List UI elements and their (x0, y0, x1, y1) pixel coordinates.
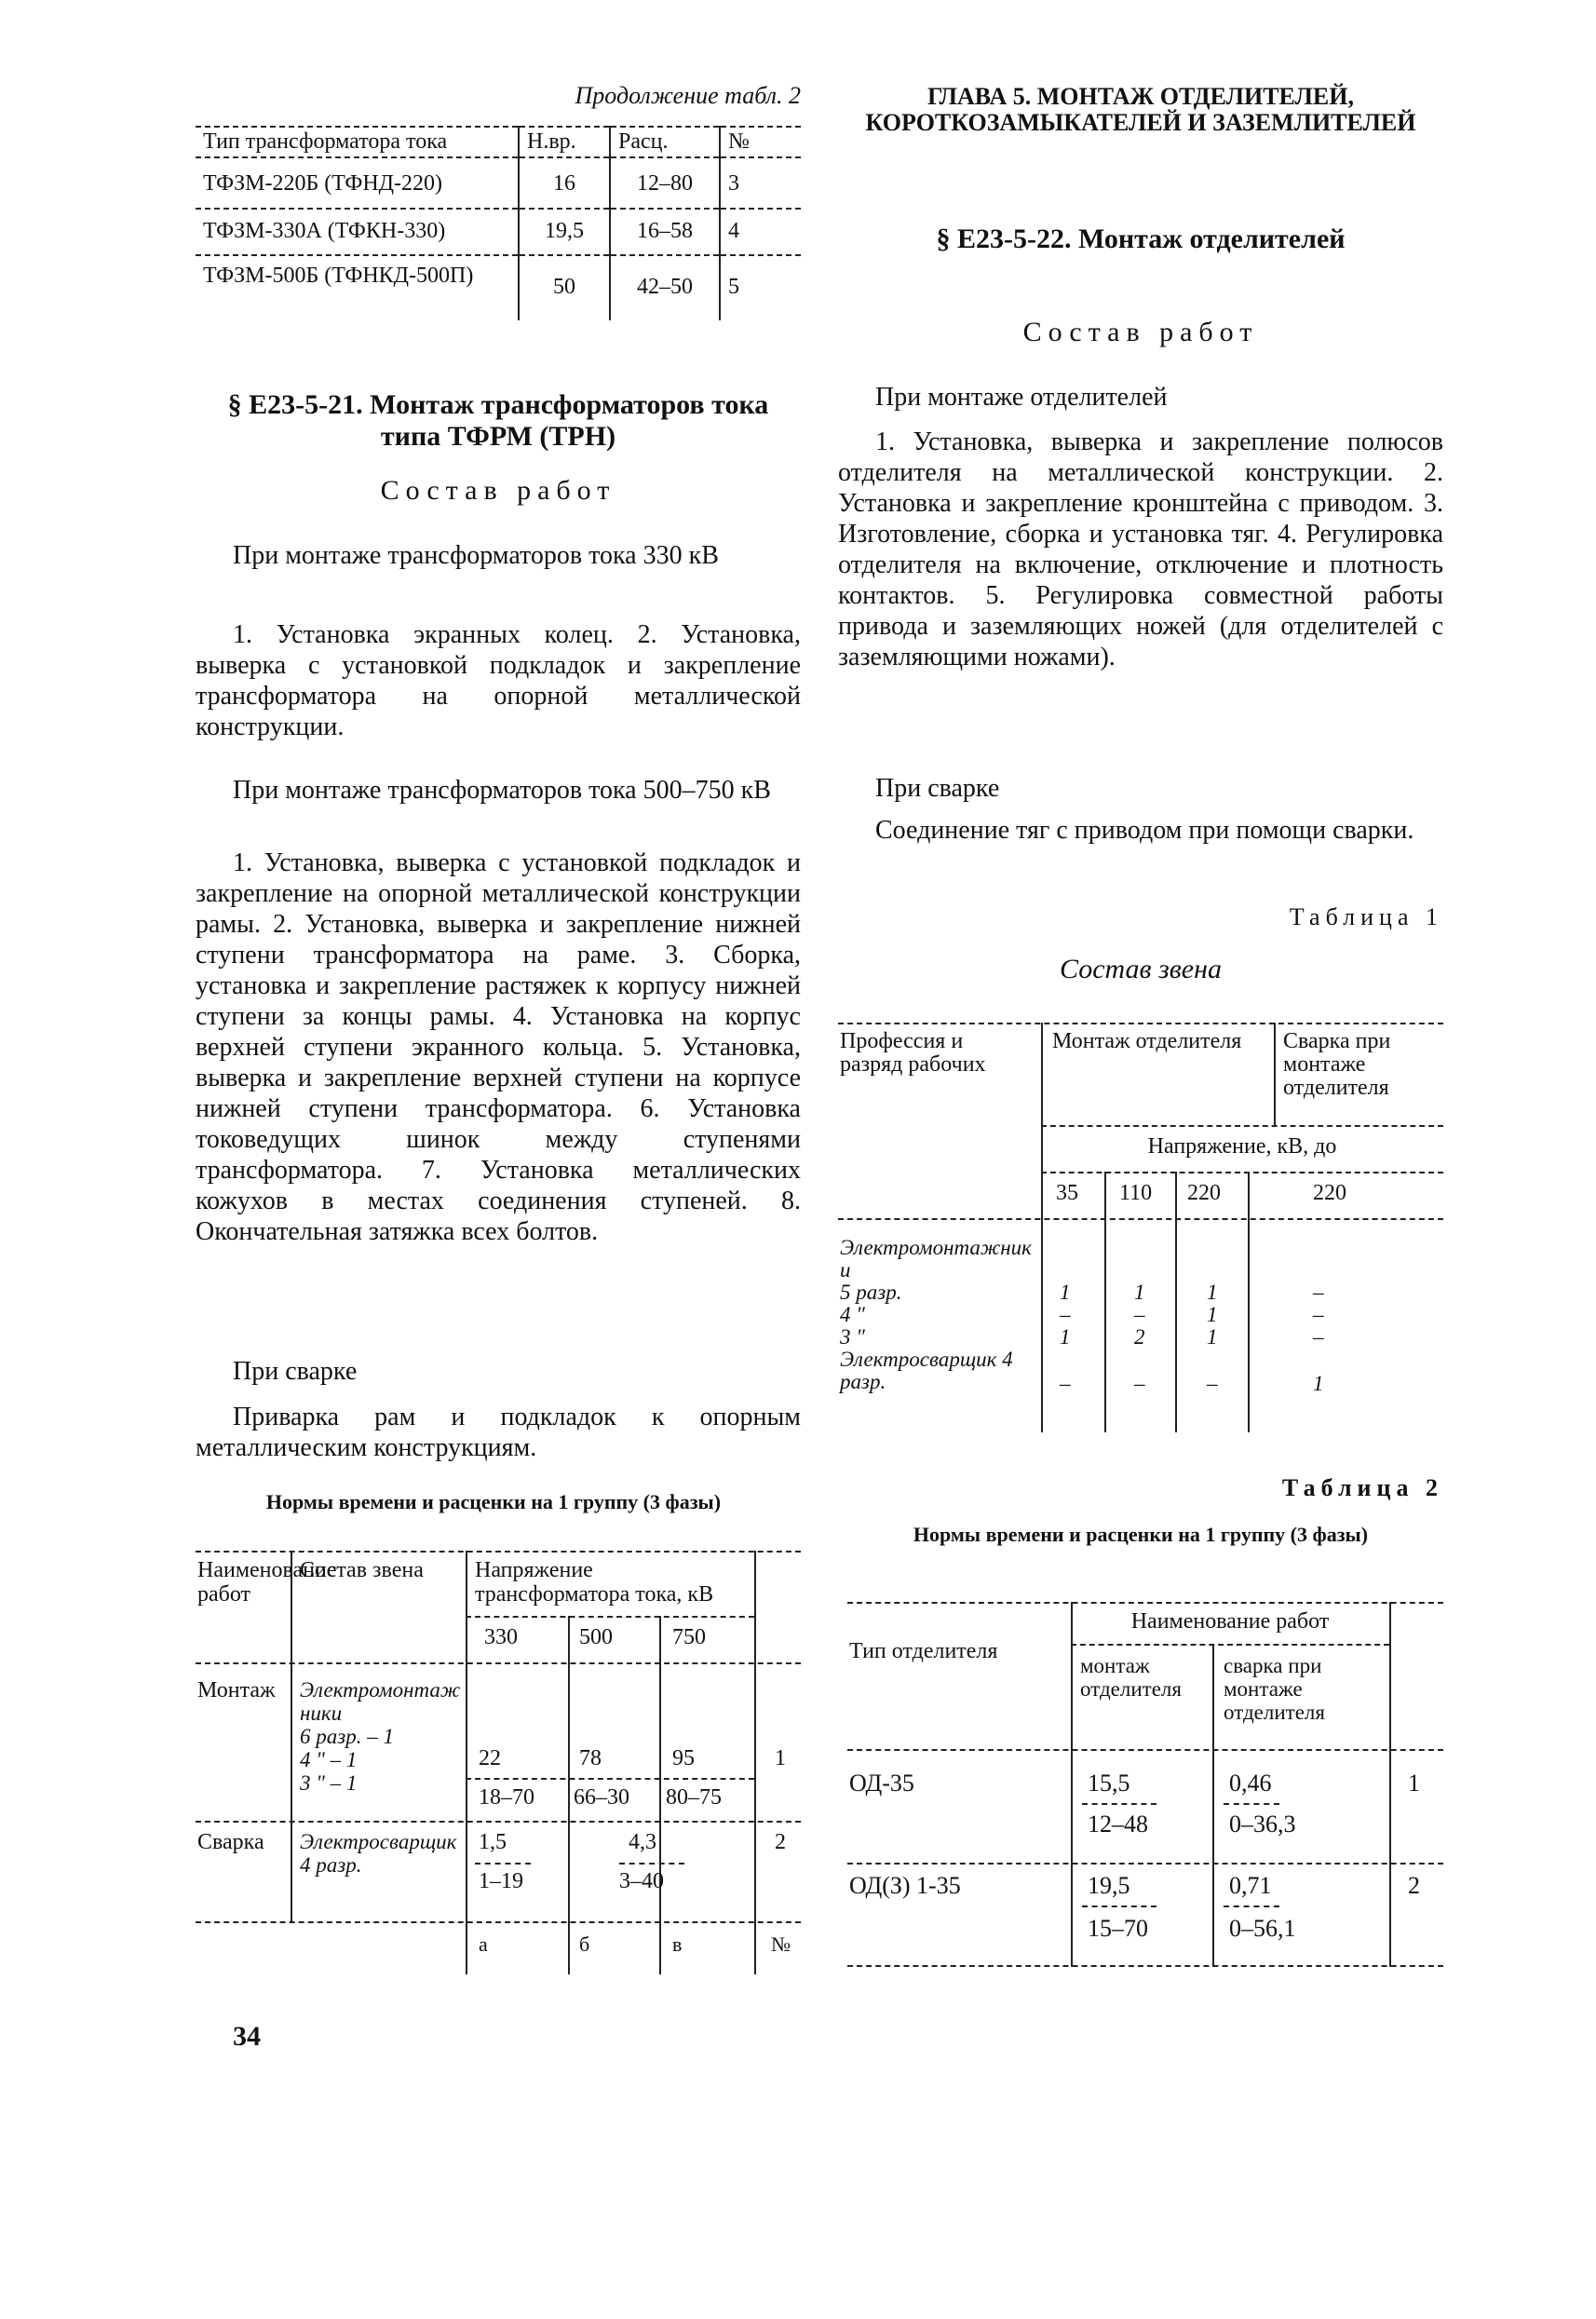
cell: 1 (1207, 1325, 1218, 1349)
table-cell: 42–50 (610, 255, 720, 320)
m750-bot: 80–75 (666, 1785, 722, 1810)
paragraph-body-svarka: Приварка рам и подкладок к опорным металлическим конструкциям. (196, 1403, 801, 1462)
odz-s-top: 0,71 (1229, 1872, 1272, 1899)
table-cell: 3 (720, 157, 801, 209)
cell: – (1207, 1372, 1218, 1395)
sostav-line: 6 разр. – 1 (300, 1725, 394, 1748)
paragraph-body-330: 1. Установка экранных колец. 2. Установка, выверка с установкой подкладок и закрепление трансформатора на опорной металлической конструкции. (196, 620, 801, 741)
prof-line: Электромонтажники (840, 1236, 1032, 1282)
montazh-sostav (300, 1678, 463, 1795)
m750-top: 95 (672, 1746, 695, 1770)
svarka-sostav (300, 1830, 458, 1877)
cell: 1 (1060, 1325, 1071, 1349)
section-title-22: § Е23-5-22. Монтаж отделителей (936, 224, 1346, 254)
cell: 1 (1207, 1303, 1218, 1326)
paragraph-head-svarka: При сварке (233, 1357, 358, 1386)
foot-v: в (672, 1932, 683, 1956)
cell: 1 (1134, 1281, 1145, 1304)
m-num: 1 (775, 1746, 786, 1770)
cell: 2 (1134, 1325, 1145, 1349)
th-500: 500 (579, 1625, 613, 1649)
th-type-otd: Тип отделителя (849, 1639, 998, 1663)
table1 (838, 1023, 1443, 1432)
cell: – (1313, 1303, 1324, 1326)
th-prof: Профессия и разряд рабочих (840, 1029, 986, 1077)
odz-m-top: 19,5 (1088, 1872, 1130, 1899)
od35-s-bot: 0–36,3 (1229, 1810, 1296, 1838)
od35-m-bot: 12–48 (1088, 1810, 1148, 1838)
table2-label: Таблица 2 (1281, 1474, 1443, 1501)
th-110: 110 (1119, 1181, 1153, 1205)
cell: – (1060, 1372, 1071, 1395)
sostav-heading: Состав работ (380, 475, 616, 506)
th-type: Тип трансформатора тока (203, 129, 448, 154)
th-rasc: Расц. (610, 127, 720, 157)
table-cell: 16 (519, 157, 610, 209)
norms-table (196, 1551, 801, 1974)
type-od35: ОД-35 (849, 1770, 914, 1797)
th-mont: монтаж отделителя (1080, 1654, 1182, 1701)
th-voltage-1: Напряжение, кВ, до (1147, 1134, 1337, 1159)
cell: – (1134, 1372, 1145, 1395)
table-cell: ТФЗМ-500Б (ТФНКД-500П) (203, 264, 474, 288)
s500-bot: 3–40 (619, 1869, 664, 1893)
th-nvr: Н.вр. (519, 127, 610, 157)
table-cell: ТФЗМ-220Б (ТФНД-220) (203, 171, 443, 196)
sostav-line: 3 " – 1 (300, 1771, 358, 1795)
sostav-line: 4 разр. (300, 1853, 362, 1877)
m500-top: 78 (579, 1746, 602, 1770)
th-svarka: Сварка при монтаже отделителя (1283, 1029, 1391, 1100)
norms-title: Нормы времени и расценки на 1 группу (3 фазы) (265, 1490, 722, 1513)
odz-num: 2 (1408, 1872, 1420, 1899)
th-works: Наименование работ (1130, 1609, 1330, 1634)
th-220b: 220 (1313, 1181, 1346, 1205)
od35-m-top: 15,5 (1088, 1770, 1130, 1797)
s330-top: 1,5 (479, 1830, 507, 1854)
th-35: 35 (1056, 1181, 1078, 1205)
continuation-label: Продолжение табл. 2 (575, 82, 801, 109)
th-220: 220 (1187, 1181, 1221, 1205)
table-cell: 12–80 (610, 157, 720, 209)
col-220 (1207, 1282, 1218, 1395)
table2-title: Нормы времени и расценки на 1 группу (3 фазы) (913, 1523, 1369, 1546)
th-name: Наименование работ (197, 1558, 337, 1607)
th-sostav: Состав звена (300, 1558, 424, 1582)
cell: – (1313, 1281, 1324, 1304)
cell: 1 (1313, 1372, 1324, 1395)
foot-no: № (771, 1932, 791, 1956)
th-svar: сварка при монтаже отделителя (1224, 1654, 1325, 1724)
table-cell: 16–58 (610, 209, 720, 255)
prof-line: 4 " (840, 1303, 865, 1326)
page-number: 34 (233, 2021, 261, 2052)
prof-line: 3 " (840, 1325, 865, 1349)
cell: – (1313, 1325, 1324, 1349)
th-voltage: Напряжение трансформатора тока, кВ (475, 1558, 714, 1607)
table1-title: Состав звена (1059, 954, 1222, 984)
table2 (847, 1602, 1443, 1967)
od35-num: 1 (1408, 1770, 1420, 1797)
sostav-line: Электромонтажники (300, 1678, 461, 1725)
m500-bot: 66–30 (574, 1785, 629, 1810)
paragraph-head-svarka-right: При сварке (875, 774, 1000, 803)
transformer-table (196, 126, 801, 320)
type-odz: ОД(З) 1-35 (849, 1872, 961, 1899)
row-label-svarka: Сварка (197, 1830, 264, 1854)
foot-b: б (579, 1932, 590, 1956)
odz-s-bot: 0–56,1 (1229, 1915, 1296, 1942)
table-cell: 50 (519, 255, 610, 320)
cell: 1 (1060, 1281, 1071, 1304)
paragraph-head-500: При монтаже трансформаторов тока 500–750 кВ (233, 776, 771, 805)
cell: – (1060, 1303, 1071, 1326)
prof-line: Электросварщик 4 разр. (840, 1348, 1013, 1393)
col-220b (1313, 1282, 1324, 1395)
th-330: 330 (484, 1625, 518, 1649)
row-label-montazh: Монтаж (197, 1678, 276, 1702)
col-110 (1134, 1282, 1145, 1395)
paragraph-body-otdelitel: 1. Установка, выверка и закрепление полюсов отделителя на металлической конструкции. 2. Установка и закрепление кронштейна с приводом. 3. Изготовление, сборка и установка тяг. 4. Регулировка отделителя на включение, отключение и плотность контактов. 5. Регулировка совместной работы привода и заземляющих ножей (для отделителей с заземляющими ножами). (838, 427, 1443, 671)
table-cell: 19,5 (519, 209, 610, 255)
odz-m-bot: 15–70 (1088, 1915, 1148, 1942)
s-num: 2 (775, 1830, 786, 1854)
th-750: 750 (672, 1625, 706, 1649)
th-montazh: Монтаж отделителя (1052, 1029, 1242, 1053)
paragraph-head-otdelitel: При монтаже отделителей (875, 383, 1168, 412)
cell: 1 (1207, 1281, 1218, 1304)
s500-top: 4,3 (629, 1830, 656, 1854)
m330-top: 22 (479, 1746, 501, 1770)
foot-a: а (479, 1932, 488, 1956)
table-cell: ТФЗМ-330А (ТФКН-330) (203, 219, 446, 243)
m330-bot: 18–70 (479, 1785, 534, 1810)
prof-line: 5 разр. (840, 1281, 902, 1304)
paragraph-body-500: 1. Установка, выверка с установкой подкладок и закрепление на опорной металлической конструкции рамы. 2. Установка, выверка и закрепление нижней ступени трансформатора на раме. 3. Сборка, установка и закрепление растяжек к корпусу нижней ступени за концы рамы. 4. Установка на корпус верхней ступени экранного кольца. 5. Установка, выверка и закрепление верхней ступени на корпусе нижней ступени трансформатора. 6. Установка токоведущих шинок между ступенями трансформатора. 7. Установка металлических кожухов в местах соединения ступеней. 8. Окончательная затяжка всех болтов. (196, 848, 801, 1246)
sostav-line: 4 " – 1 (300, 1748, 358, 1771)
sostav-line: Электросварщик (300, 1830, 457, 1853)
table-cell: 5 (720, 255, 801, 320)
cell: – (1134, 1303, 1145, 1326)
sostav-heading-right: Состав работ (1022, 317, 1259, 347)
chapter-title: ГЛАВА 5. МОНТАЖ ОТДЕЛИТЕЛЕЙ, КОРОТКОЗАМЫКАТЕЛЕЙ И ЗАЗЕМЛИТЕЛЕЙ (865, 83, 1416, 136)
od35-s-top: 0,46 (1229, 1770, 1272, 1797)
th-no: № (720, 127, 801, 157)
table-cell: 4 (720, 209, 801, 255)
table1-label: Таблица 1 (1289, 903, 1443, 930)
col-35 (1060, 1282, 1071, 1395)
paragraph-head-330: При монтаже трансформаторов тока 330 кВ (233, 541, 719, 570)
paragraph-body-svarka-right: Соединение тяг с приводом при помощи сварки. (875, 816, 1414, 845)
prof-list (840, 1237, 1035, 1393)
section-title-21: § Е23-5-21. Монтаж трансформаторов тока типа ТФРМ (ТРН) (227, 389, 769, 452)
s330-bot: 1–19 (479, 1869, 523, 1893)
